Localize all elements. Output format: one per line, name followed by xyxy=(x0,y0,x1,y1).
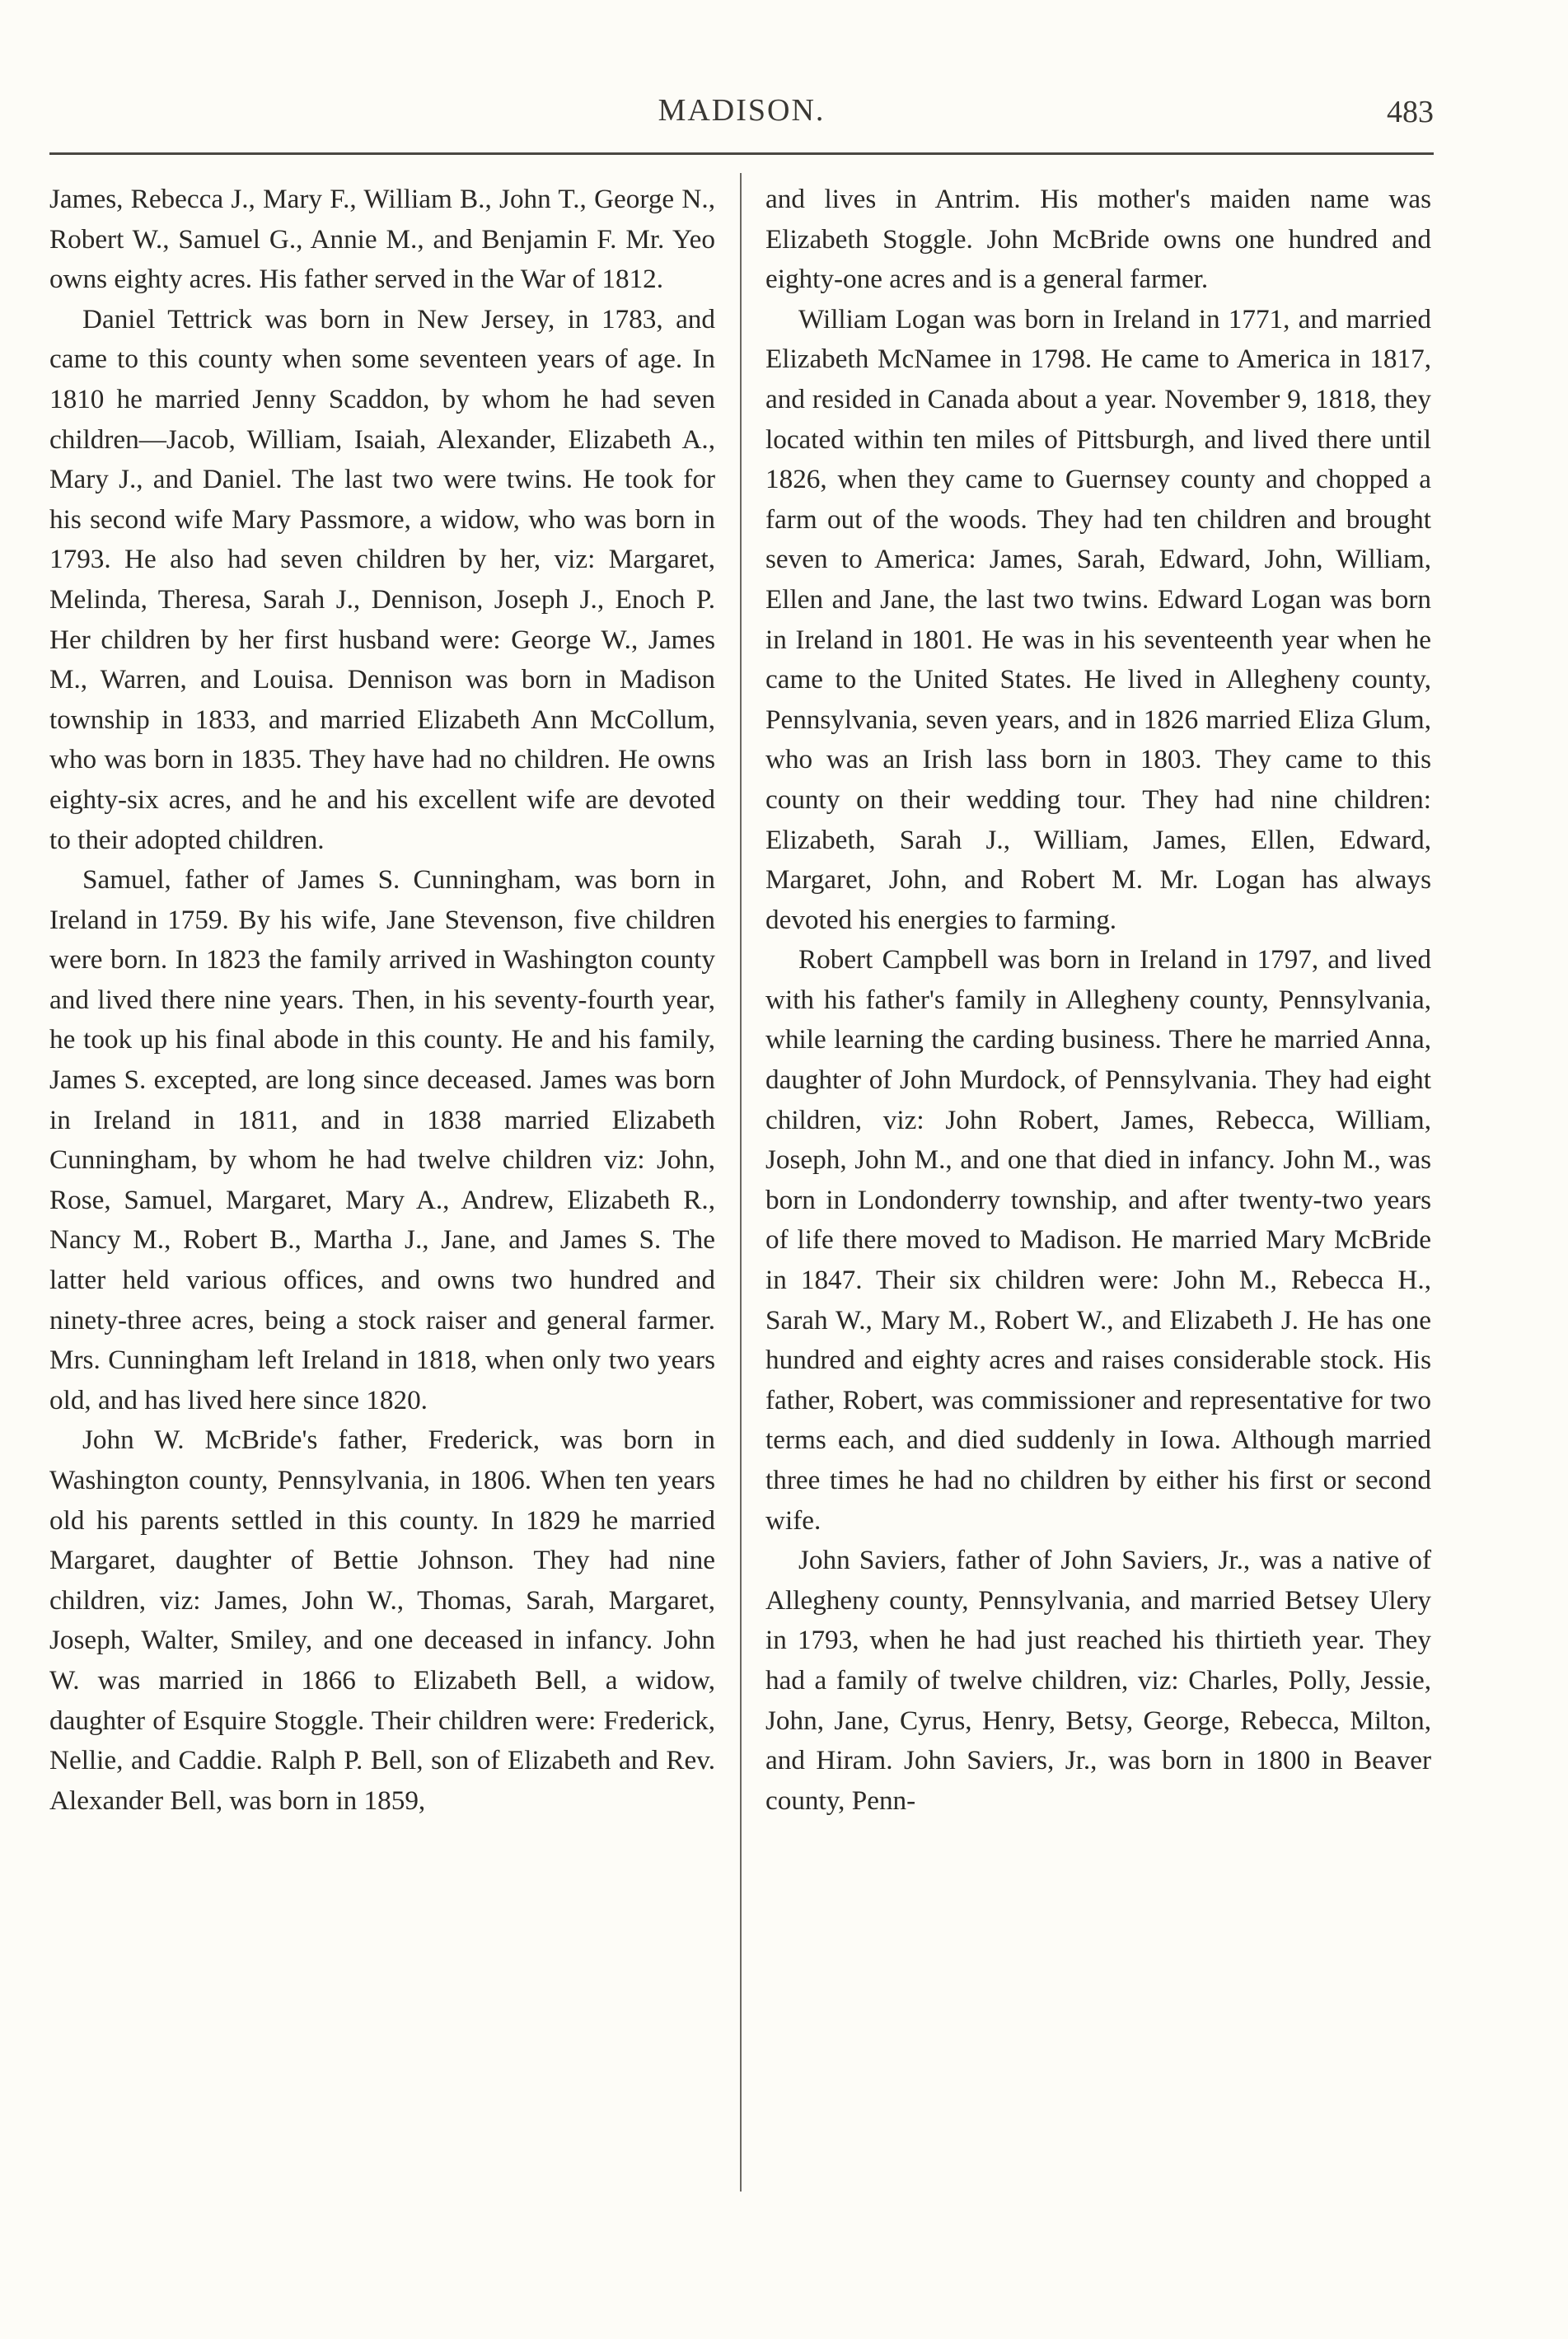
page-number: 483 xyxy=(1387,95,1434,129)
paragraph-john-w-mcbride: John W. McBride's father, Frederick, was born in Washington county, Pennsylvania, in 1806. When ten years old his parents settled in this county. In 1829 he married Margaret, daughter of Bettie Johnson. They had nine children, viz: James, John W., Thomas, Sarah, Margaret, Joseph, Walter, Smiley, and one deceased in infancy. John W. was married in 1866 to Elizabeth Bell, a widow, daughter of Esquire Stoggle. Their children were: Frederick, Nellie, and Caddie. Ralph P. Bell, son of Elizabeth and Rev. Alexander Bell, was born in 1859, xyxy=(49,1424,715,1816)
running-title: MADISON. xyxy=(658,93,826,128)
right-column xyxy=(765,180,1431,1821)
paragraph-yeo-family-continued: James, Rebecca J., Mary F., William B., John T., George N., Robert W., Samuel G., Annie M., and Benjamin F. Mr. Yeo owns eighty acres. His father served in the War of 1812. xyxy=(49,184,715,295)
column-divider xyxy=(740,173,742,2192)
page-header xyxy=(49,92,1434,142)
paragraph-daniel-tettrick: Daniel Tettrick was born in New Jersey, in 1783, and came to this county when some seventeen years of age. In 1810 he married Jenny Scaddon, by whom he had seven children—Jacob, William, Isaiah, Alexander, Elizabeth A., Mary J., and Daniel. The last two were twins. He took for his second wife Mary Passmore, a widow, who was born in 1793. He also had seven children by her, viz: Margaret, Melinda, Theresa, Sarah J., Dennison, Joseph J., Enoch P. Her children by her first husband were: George W., James M., Warren, and Louisa. Dennison was born in Madison township in 1833, and married Elizabeth Ann McCollum, who was born in 1835. They have had no children. He owns eighty-six acres, and he and his excellent wife are devoted to their adopted children. xyxy=(49,303,715,855)
paragraph-samuel-cunningham: Samuel, father of James S. Cunningham, was born in Ireland in 1759. By his wife, Jane Stevenson, five children were born. In 1823 the family arrived in Washington county and lived there nine years. Then, in his seventy-fourth year, he took up his final abode in this county. He and his family, James S. excepted, are long since deceased. James was born in Ireland in 1811, and in 1838 married Elizabeth Cunningham, by whom he had twelve children viz: John, Rose, Samuel, Margaret, Mary A., Andrew, Elizabeth R., Nancy M., Robert B., Martha J., Jane, and James S. The latter held various offices, and owns two hundred and ninety-three acres, being a stock raiser and general farmer. Mrs. Cunningham left Ireland in 1818, when only two years old, and has lived here since 1820. xyxy=(49,864,715,1415)
paragraph-william-logan: William Logan was born in Ireland in 1771, and married Elizabeth McNamee in 1798. He came to America in 1817, and resided in Canada about a year. November 9, 1818, they located within ten miles of Pittsburgh, and lived there until 1826, when they came to Guernsey county and chopped a farm out of the woods. They had ten children and brought seven to America: James, Sarah, Edward, John, William, Ellen and Jane, the last two twins. Edward Logan was born in Ireland in 1801. He was in his seventeenth year when he came to the United States. He lived in Allegheny county, Pennsylvania, seven years, and in 1826 married Eliza Glum, who was an Irish lass born in 1803. They came to this county on their wedding tour. They had nine children: Elizabeth, Sarah J., William, James, Ellen, Edward, Margaret, John, and Robert M. Mr. Logan has always devoted his energies to farming. xyxy=(765,303,1431,935)
paragraph-john-saviers: John Saviers, father of John Saviers, Jr., was a native of Allegheny county, Pennsylvania, and married Betsey Ulery in 1793, when he had just reached his thirtieth year. They had a family of twelve children, viz: Charles, Polly, Jessie, John, Jane, Cyrus, Henry, Betsy, George, Rebecca, Milton, and Hiram. John Saviers, Jr., was born in 1800 in Beaver county, Penn- xyxy=(765,1545,1431,1816)
paragraph-robert-campbell: Robert Campbell was born in Ireland in 1797, and lived with his father's family in Allegheny county, Pennsylvania, while learning the carding business. There he married Anna, daughter of John Murdock, of Pennsylvania. They had eight children, viz: John Robert, James, Rebecca, William, Joseph, John M., and one that died in infancy. John M., was born in Londonderry township, and after twenty-two years of life there moved to Madison. He married Mary McBride in 1847. Their six children were: John M., Rebecca H., Sarah W., Mary M., Robert W., and Elizabeth J. He has one hundred and eighty acres and raises considerable stock. His father, Robert, was commissioner and representative for two terms each, and died suddenly in Iowa. Although married three times he had no children by either his first or second wife. xyxy=(765,944,1431,1536)
paragraph-mcbride-continued: and lives in Antrim. His mother's maiden name was Elizabeth Stoggle. John McBride owns one hundred and eighty-one acres and is a general farmer. xyxy=(765,184,1431,295)
left-column xyxy=(49,180,715,1821)
header-rule xyxy=(49,152,1434,155)
